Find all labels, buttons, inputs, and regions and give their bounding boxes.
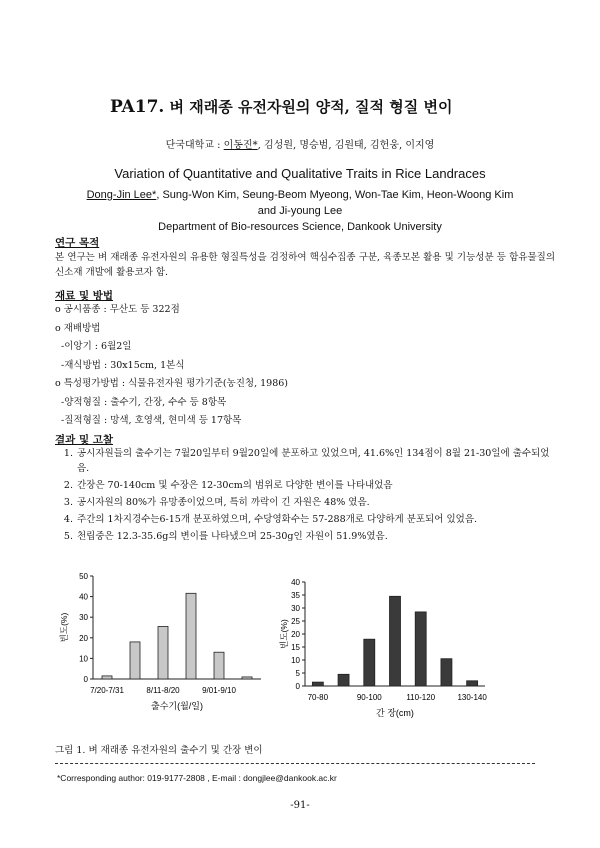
bar	[364, 639, 375, 686]
bar	[242, 677, 252, 679]
methods-line: o 공시품종 : 무산도 등 322점	[55, 304, 180, 315]
first-author: 이동진*	[223, 140, 258, 151]
bar	[338, 674, 349, 686]
bar	[130, 642, 140, 679]
department: Department of Bio-resources Science, Dankook University	[158, 221, 442, 233]
results-heading: 결과 및 고찰	[55, 434, 114, 446]
y-tick-label: 0	[83, 675, 88, 684]
item-text: 천립중은 12.3-35.6g의 변이를 나타냈으며 25-30g인 자원이 51.9%였음.	[77, 531, 388, 542]
y-tick-label: 15	[291, 643, 300, 652]
x-tick-label: 90-100	[356, 693, 382, 702]
item-number: 2.	[63, 480, 73, 491]
y-tick-label: 30	[79, 613, 88, 623]
list-item	[55, 512, 550, 527]
methods-line: o 특성평가방법 : 식물유전자원 평가기준(농진청, 1986)	[55, 378, 288, 389]
y-axis-label: 빈도(%)	[59, 612, 69, 643]
page-number: -91-	[290, 800, 310, 811]
paper-title	[110, 96, 490, 117]
title-code: PA17.	[110, 97, 165, 117]
bar	[186, 593, 196, 679]
x-axis-label: 출수기(월/일)	[151, 701, 203, 711]
methods-line: -재식방법 : 30x15cm, 1본식	[55, 359, 185, 371]
co-authors-en: , Sung-Won Kim, Seung-Beom Myeong, Won-Tae Kim, Heon-Woong Kim	[156, 189, 514, 201]
item-number: 5.	[63, 531, 73, 542]
bar	[415, 612, 426, 686]
list-item	[55, 495, 550, 510]
bar	[467, 681, 478, 686]
x-axis-label: 간 장(cm)	[376, 708, 414, 718]
x-tick-label: 110-120	[406, 693, 436, 702]
y-tick-label: 25	[291, 617, 300, 626]
y-tick-label: 30	[291, 604, 300, 613]
affiliation-prefix: 단국대학교 :	[165, 140, 224, 151]
y-tick-label: 40	[79, 592, 88, 602]
item-text: 공시자원들의 출수기는 7월20일부터 9월20일에 분포하고 있었으며, 41.6%인 134점이 8월 21-30일에 출수되었음.	[77, 448, 550, 474]
english-title: Variation of Quantitative and Qualitative Traits in Rice Landraces	[114, 166, 486, 181]
list-item	[55, 529, 550, 544]
x-tick-label: 7/20-7/31	[90, 686, 124, 695]
bar	[102, 676, 112, 679]
methods-list	[55, 302, 535, 432]
x-tick-label: 9/01-9/10	[202, 686, 236, 695]
results-list	[55, 446, 550, 546]
bar	[214, 652, 224, 679]
list-item	[55, 478, 550, 493]
y-tick-label: 40	[291, 578, 300, 587]
methods-line: -질적형질 : 망색, 호영색, 현미색 등 17항목	[55, 415, 242, 426]
item-text: 간장은 70-140cm 및 수장은 12-30cm의 범위로 다양한 변이를 나타내었음	[77, 480, 393, 491]
bar	[441, 659, 452, 686]
footnote-divider	[55, 763, 535, 764]
methods-line: -이앙기 : 6월2일	[55, 341, 132, 352]
bar	[390, 596, 401, 686]
y-tick-label: 20	[291, 630, 300, 639]
item-number: 1.	[63, 448, 73, 459]
y-tick-label: 10	[291, 656, 300, 665]
list-item	[55, 446, 550, 476]
y-tick-label: 0	[295, 682, 300, 691]
y-tick-label: 20	[79, 633, 88, 643]
x-tick-label: 70-80	[307, 693, 329, 702]
y-tick-label: 35	[291, 591, 300, 600]
y-tick-label: 5	[295, 669, 300, 678]
culm-length-chart	[275, 568, 495, 728]
x-tick-label: 8/11-8/20	[146, 686, 180, 695]
item-text: 공시자원의 80%가 유망종이었으며, 특히 까락이 긴 자원은 48% 였음.	[77, 497, 370, 508]
first-author-en: Dong-Jin Lee*	[86, 189, 157, 201]
bar	[158, 626, 168, 679]
y-tick-label: 10	[79, 654, 88, 664]
methods-heading: 재료 및 방법	[55, 290, 114, 302]
english-authors	[60, 187, 540, 219]
footnote: *Corresponding author: 019-9177-2808 , E-mail : dongjlee@dankook.ac.kr	[57, 773, 337, 783]
item-text: 주간의 1차지경수는6-15개 분포하였으며, 수당영화수는 57-288개로 다양하게 분포되어 있었음.	[77, 514, 478, 525]
figure-caption: 그림 1. 벼 재래종 유전자원의 출수기 및 간장 변이	[55, 745, 263, 756]
purpose-heading: 연구 목적	[55, 237, 100, 249]
methods-line: o 재배방법	[55, 322, 101, 334]
co-authors: , 김성원, 명승범, 김원태, 김헌웅, 이지영	[257, 140, 435, 151]
item-number: 3.	[63, 497, 73, 508]
methods-line: -양적형질 : 출수기, 간장, 수수 등 8항목	[55, 396, 227, 408]
title-text: 벼 재래종 유전자원의 양적, 질적 형질 변이	[169, 98, 453, 116]
x-tick-label: 130-140	[457, 693, 487, 702]
bar	[312, 682, 323, 686]
heading-date-chart	[55, 568, 270, 728]
co-authors-en-line2: and Ji-young Lee	[257, 205, 343, 217]
korean-authors	[0, 136, 600, 151]
purpose-text: 본 연구는 벼 재래종 유전자원의 유용한 형질특성을 검정하여 핵심수집종 구분, 육종모본 활용 및 기능성분 등 함유물질의 신소재 개발에 활용코자 함.	[55, 252, 555, 278]
y-tick-label: 50	[79, 572, 88, 581]
item-number: 4.	[63, 514, 73, 525]
y-axis-label: 빈도(%)	[279, 619, 289, 649]
